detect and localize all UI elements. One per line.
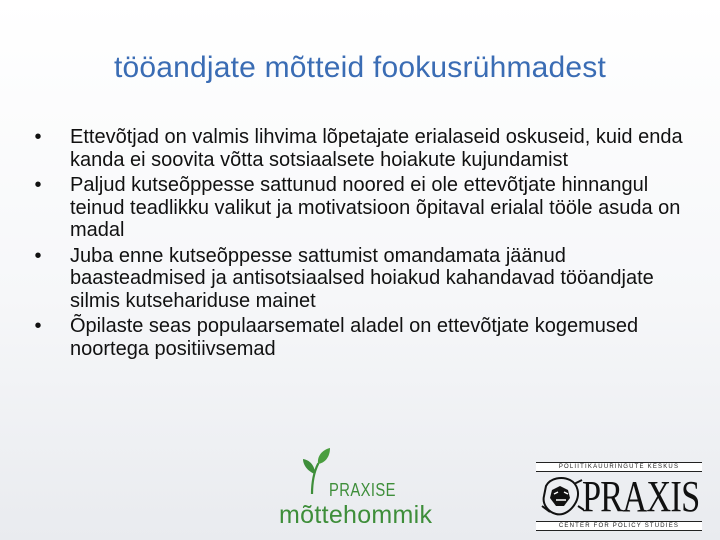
lion-crest-icon — [540, 476, 584, 518]
bullet-item — [28, 315, 698, 360]
bullet-list — [28, 126, 698, 363]
bullet-text: Õpilaste seas populaarsematel aladel on ettevõtjate kogemused noortega positiivsemad — [70, 315, 639, 360]
praxis-wordmark: PRAXIS — [582, 472, 700, 521]
praxis-band-bottom: CENTER FOR POLICY STUDIES — [536, 521, 702, 531]
slide-title: tööandjate mõtteid fookusrühmadest — [113, 51, 607, 84]
bullet-marker: • — [34, 315, 42, 337]
bullet-marker: • — [34, 174, 42, 196]
bullet-marker: • — [34, 244, 42, 267]
bullet-marker: • — [34, 126, 42, 148]
praxis-band-top: POLIITIKAUURINGUTE KESKUS — [536, 462, 702, 472]
mottehommik-logo — [275, 448, 445, 534]
bullet-text: Ettevõtjad on valmis lihvima lõpetajate erialaseid oskuseid, kuid enda kanda ei soovita võtta sotsiaalsete hoiakute kujundamist — [70, 126, 683, 171]
sprout-icon — [297, 448, 331, 494]
mottehommik-top-text: PRAXISE — [329, 480, 396, 500]
bullet-item — [28, 126, 698, 171]
bullet-item — [28, 245, 698, 313]
mottehommik-bottom-text: mõttehommik — [279, 501, 433, 529]
bullet-item — [28, 174, 698, 242]
bullet-text: Paljud kutseõppesse sattunud noored ei ole ettevõtjate hinnangul teinud teadlikku valikut ja motivatsioon õpitaval erialal tööle asuda on madal — [70, 174, 681, 241]
bullet-text: Juba enne kutseõppesse sattumist omandamata jäänud baasteadmised ja antisotsiaalsed hoiakud kahandavad tööandjate silmis kutsehariduse mainet — [70, 244, 654, 312]
praxis-logo — [536, 462, 702, 530]
